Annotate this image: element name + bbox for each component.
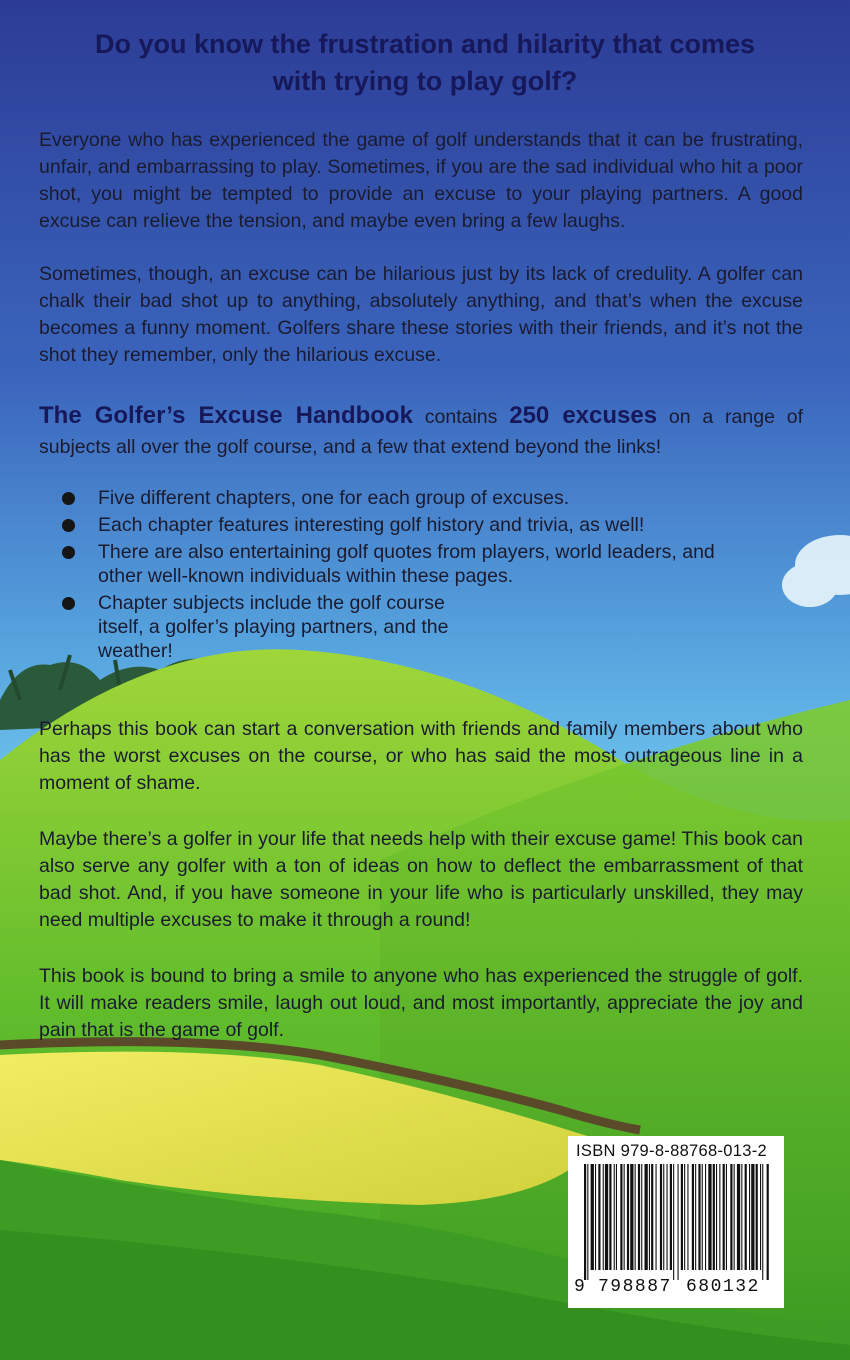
barcode-bar xyxy=(635,1164,636,1270)
list-item: There are also entertaining golf quotes from players, world leaders, and other well-known individuals within these pages. xyxy=(62,540,782,588)
bullet-icon xyxy=(62,546,75,559)
barcode-bar xyxy=(692,1164,694,1270)
barcode-bar xyxy=(687,1164,688,1270)
barcode-bar xyxy=(624,1164,625,1270)
bullet-icon xyxy=(62,492,75,505)
barcode-bar xyxy=(762,1164,763,1280)
headline-line-2: with trying to play golf? xyxy=(272,66,578,96)
barcode-bar xyxy=(741,1164,742,1270)
barcode-bar xyxy=(620,1164,622,1270)
paragraph-book-summary xyxy=(39,401,803,462)
barcode-bar xyxy=(719,1164,720,1270)
barcode-digit-first: 9 xyxy=(574,1277,585,1297)
barcode-bar xyxy=(663,1164,664,1270)
paragraph-excuse-game: Maybe there’s a golfer in your life that needs help with their excuse game! This book can also serve any golfer with a ton of ideas on how to deflect the embarrassment of that bad shot. And, if you have someone in your life who is particularly unskilled, they may need multiple excuses to make it through a round! xyxy=(39,828,803,931)
barcode-bar xyxy=(708,1164,711,1270)
barcode-bar xyxy=(649,1164,650,1270)
paragraph-closing: This book is bound to bring a smile to anyone who has experienced the struggle of golf. It will make readers smile, laugh out loud, and most importantly, appreciate the joy and pain that is the game of golf. xyxy=(39,965,803,1041)
barcode-bar xyxy=(730,1164,732,1270)
barcode-bar xyxy=(638,1164,640,1270)
paragraph-intro: Everyone who has experienced the game of golf understands that it can be frustrating, unfair, and embarrassing to play. Sometimes, if you are the sad individual who hit a poor shot, you might be tempted to provide an excuse to your playing partners. A good excuse can relieve the tension, and maybe even bring a few laughs. xyxy=(39,129,803,232)
barcode-bar xyxy=(609,1164,611,1270)
barcode-bar xyxy=(705,1164,706,1270)
barcode-digit-group-2: 680132 xyxy=(686,1277,760,1297)
barcode-bar xyxy=(630,1164,633,1270)
barcode-bar xyxy=(587,1164,588,1280)
barcode-bar xyxy=(745,1164,747,1270)
barcode-bar xyxy=(656,1164,657,1270)
barcode-bar xyxy=(734,1164,735,1270)
barcode-digit-group-1: 798887 xyxy=(598,1277,672,1297)
barcode-bar xyxy=(591,1164,594,1270)
barcode-bar xyxy=(584,1164,586,1280)
barcode-bar xyxy=(667,1164,668,1270)
paragraph-credulity: Sometimes, though, an excuse can be hilarious just by its lack of credulity. A golfer can chalk their bad shot up to anything, absolutely anything, and that’s when the excuse becomes a funny moment. Golfers share these stories with their friends, and it’s not the shot they remember, only the hilarious excuse. xyxy=(39,263,803,366)
barcode-bar xyxy=(751,1164,754,1270)
barcode-bar xyxy=(651,1164,653,1270)
barcode-bar xyxy=(723,1164,725,1270)
barcode-bar xyxy=(681,1164,683,1270)
barcode-bar xyxy=(598,1164,600,1270)
barcode-bar xyxy=(670,1164,672,1270)
isbn-barcode xyxy=(568,1136,784,1308)
excuse-count: 250 excuses xyxy=(509,402,658,429)
barcode-bar xyxy=(614,1164,615,1270)
barcode-bar xyxy=(760,1164,761,1270)
summary-text-mid: contains xyxy=(412,406,510,428)
barcode-bar xyxy=(660,1164,662,1270)
bullet-icon xyxy=(62,597,75,610)
barcode-bar xyxy=(695,1164,696,1270)
barcode-bar xyxy=(678,1164,679,1280)
barcode-bar xyxy=(767,1164,769,1280)
barcode-bars xyxy=(574,1164,778,1280)
feature-list xyxy=(62,486,782,666)
barcode-bar xyxy=(595,1164,596,1270)
headline-line-1: Do you know the frustration and hilarity that comes xyxy=(94,29,756,59)
barcode-bar xyxy=(737,1164,740,1270)
isbn-label: ISBN 979-8-88768-013-2 xyxy=(576,1142,767,1160)
barcode-bar xyxy=(603,1164,604,1270)
book-title: The Golfer’s Excuse Handbook xyxy=(39,402,413,429)
barcode-bar xyxy=(616,1164,617,1270)
barcode-bar xyxy=(756,1164,758,1270)
list-item: Chapter subjects include the golf course itself, a golfer’s playing partners, and the weather! xyxy=(62,591,782,663)
barcode-bar xyxy=(716,1164,717,1270)
barcode-bar xyxy=(673,1164,674,1280)
barcode-bar xyxy=(749,1164,750,1270)
barcode-bar xyxy=(684,1164,685,1270)
barcode-bar xyxy=(641,1164,642,1270)
list-item: Each chapter features interesting golf history and trivia, as well! xyxy=(62,513,782,537)
barcode-bar xyxy=(627,1164,629,1270)
barcode-bar xyxy=(702,1164,703,1270)
summary-text-rest: on a range of subjects all over the golf course, and a few that extend beyond the links! xyxy=(39,406,804,458)
list-item: Five different chapters, one for each group of excuses. xyxy=(62,486,782,510)
barcode-bar xyxy=(605,1164,608,1270)
barcode-bar xyxy=(726,1164,727,1270)
headline xyxy=(40,26,810,100)
paragraph-conversation: Perhaps this book can start a conversation with friends and family members about who has the worst excuses on the course, or who has said the most outrageous line in a moment of shame. xyxy=(39,718,803,794)
barcode-bar xyxy=(713,1164,715,1270)
barcode-bar xyxy=(698,1164,700,1270)
barcode-bar xyxy=(645,1164,648,1270)
bullet-icon xyxy=(62,519,75,532)
